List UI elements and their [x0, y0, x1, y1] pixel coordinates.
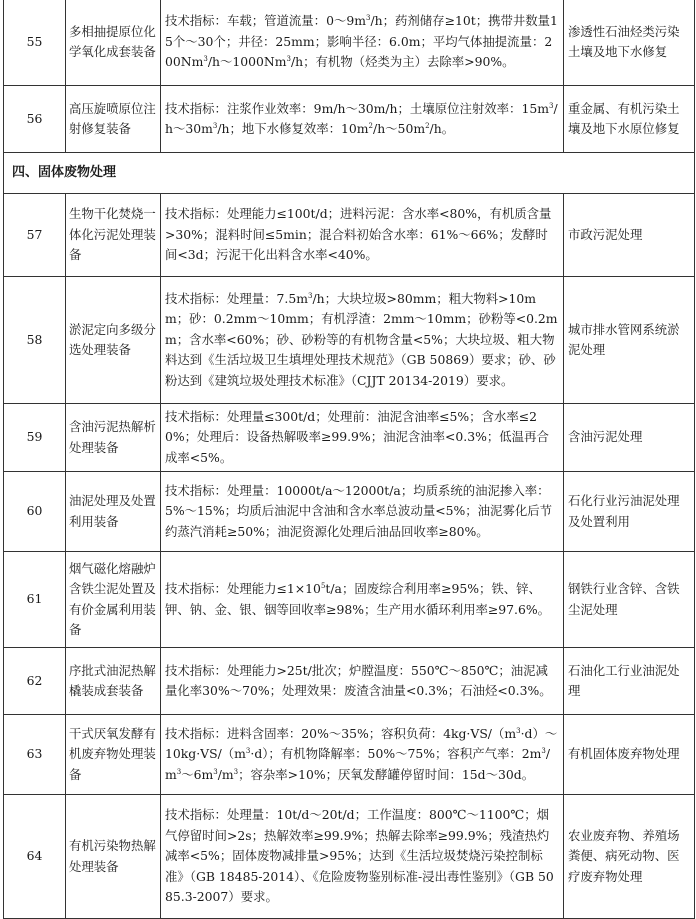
- row-number: 56: [4, 86, 66, 153]
- technical-spec: 技术指标：处理量：10t/d～20t/d；工作温度：800℃～1100℃；烟气停留时间>2s；热解效率≥99.9%；热解去除率≥99.9%；残渣热灼减率<5%；固体废物减排量>95%；达到《生活垃圾焚烧污染控制标准》（GB 18485-2014）、《危险废物鉴别标准-浸出毒性鉴别》（GB 5085.3-2007）要求。: [161, 795, 564, 919]
- table-row: [4, 552, 695, 648]
- application-field: 市政污泥处理: [564, 194, 695, 277]
- table-row: [4, 0, 695, 86]
- equipment-name: 生物干化焚烧一体化污泥处理装备: [66, 194, 161, 277]
- row-number: 57: [4, 194, 66, 277]
- application-field: 重金属、有机污染土壤及地下水原位修复: [564, 86, 695, 153]
- application-field: 石油化工行业油泥处理: [564, 648, 695, 715]
- technical-spec: 技术指标：处理量：$7.5m^3/h$；大块垃圾>80mm；粗大物料>10mm；砂：0.2mm～10mm；有机浮渣：2mm～10mm；砂粉等<0.2mm；含水率<60%；砂、砂粉等的有机物含量<5%；大块垃圾、粗大物料达到《生活垃圾卫生填埋处理技术规范》（GB 50869）要求；砂、砂粉达到《建筑垃圾处理技术标准》（CJJT 20134-2019）要求。: [161, 277, 564, 404]
- technical-spec: 技术指标：注浆作业效率：9m/h～30m/h；土壤原位注射效率：$15m^3/h\sim 30m^3/h$；地下水修复效率：$10m^2/h\sim 50m^2/h$。: [161, 86, 564, 153]
- table-row: [4, 194, 695, 277]
- row-number: 62: [4, 648, 66, 715]
- table-row: [4, 715, 695, 795]
- equipment-table: [3, 0, 695, 919]
- application-field: 农业废弃物、养殖场粪便、病死动物、医疗废弃物处理: [564, 795, 695, 919]
- equipment-name: 淤泥定向多级分选处理装备: [66, 277, 161, 404]
- equipment-name: 高压旋喷原位注射修复装备: [66, 86, 161, 153]
- table-row: [4, 472, 695, 552]
- row-number: 60: [4, 472, 66, 552]
- row-number: 64: [4, 795, 66, 919]
- equipment-name: 油泥处理及处置利用装备: [66, 472, 161, 552]
- application-field: 有机固体废弃物处理: [564, 715, 695, 795]
- equipment-name: 多相抽提原位化学氧化成套装备: [66, 0, 161, 86]
- row-number: 55: [4, 0, 66, 86]
- table-row: [4, 277, 695, 404]
- application-field: 城市排水管网系统淤泥处理: [564, 277, 695, 404]
- table-row: [4, 795, 695, 919]
- row-number: 59: [4, 404, 66, 472]
- table-row: [4, 404, 695, 472]
- technical-spec: 技术指标：车载；管道流量：$0\sim 9m^3/h$；药剂储存≥10t；携带井数量15个～30个；井径：25mm；影响半径：6.0m；平均气体抽提流量：200Nm$^3$/h～1000Nm$^3$/h；有机物（烃类为主）去除率>90%。: [161, 0, 564, 86]
- equipment-name: 有机污染物热解处理装备: [66, 795, 161, 919]
- equipment-name: 含油污泥热解析处理装备: [66, 404, 161, 472]
- application-field: 含油污泥处理: [564, 404, 695, 472]
- table-row: [4, 648, 695, 715]
- technical-spec: 技术指标：处理量≤300t/d；处理前：油泥含油率≤5%；含水率≤20%；处理后：设备热解吸率≥99.9%；油泥含油率<0.3%；低温再合成率<5%。: [161, 404, 564, 472]
- equipment-name: 序批式油泥热解橇装成套装备: [66, 648, 161, 715]
- section-row: [4, 153, 695, 194]
- application-field: 渗透性石油烃类污染土壤及地下水修复: [564, 0, 695, 86]
- technical-spec: 技术指标：处理能力>25t/批次；炉膛温度：550℃～850℃；油泥减量化率30%～70%；处理效果：废渣含油量<0.3%；石油烃<0.3%。: [161, 648, 564, 715]
- technical-spec: 技术指标：处理量：10000t/a～12000t/a；均质系统的油泥掺入率：5%～15%；均质后油泥中含油和含水率总波动量<5%；油泥雾化后节约蒸汽消耗≥50%；油泥资源化处理后油品回收率≥80%。: [161, 472, 564, 552]
- equipment-name: 干式厌氧发酵有机废弃物处理装备: [66, 715, 161, 795]
- technical-spec: 技术指标：处理能力≤100t/d；进料污泥：含水率<80%，有机质含量>30%；混料时间≤5min；混合料初始含水率：61%～66%；发酵时间<3d；污泥干化出料含水率<40%。: [161, 194, 564, 277]
- row-number: 61: [4, 552, 66, 648]
- application-field: 钢铁行业含锌、含铁尘泥处理: [564, 552, 695, 648]
- equipment-name: 烟气磁化熔融炉含铁尘泥处置及有价金属利用装备: [66, 552, 161, 648]
- technical-spec: 技术指标：进料含固率：20%～35%；容积负荷：$4kg\cdot VS/(m^3\cdot d)\sim 10kg\cdot VS/(m^3\cdot d)$；有机物降解率：50%～75%；容积产气率：$2m^3/m^3\sim 6m^3/m^3$；容杂率>10%；厌氧发酵罐停留时间：15d～30d。: [161, 715, 564, 795]
- row-number: 58: [4, 277, 66, 404]
- section-title: 四、固体废物处理: [4, 153, 695, 194]
- row-number: 63: [4, 715, 66, 795]
- technical-spec: 技术指标：处理能力$\le 1\times 10^5t/a$；固废综合利用率≥95%；铁、锌、钾、钠、金、银、铟等回收率≥98%；生产用水循环利用率≥97.6%。: [161, 552, 564, 648]
- application-field: 石化行业污油泥处理及处置利用: [564, 472, 695, 552]
- table-row: [4, 86, 695, 153]
